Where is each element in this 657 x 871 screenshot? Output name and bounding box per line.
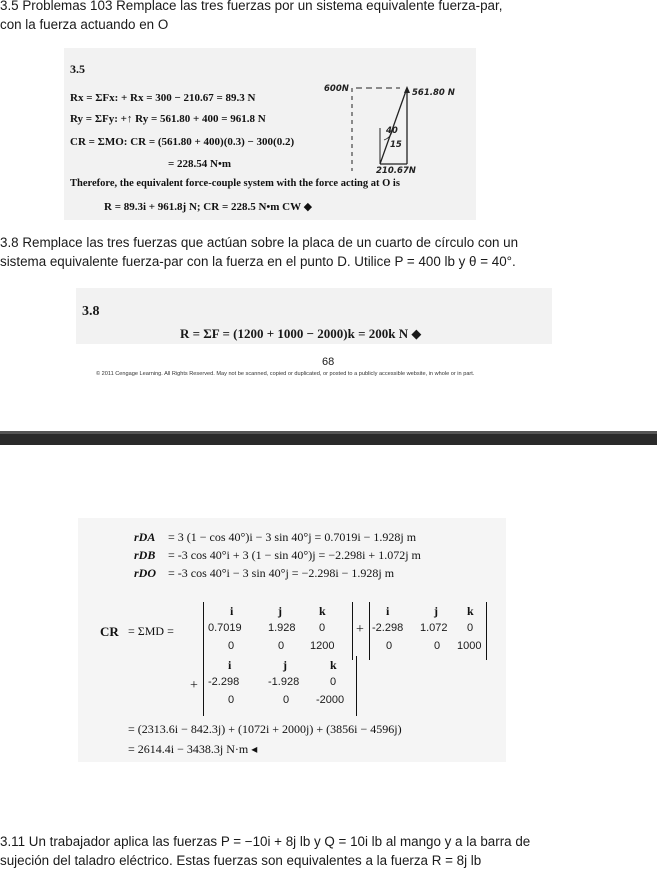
- problem-3-11-text: [0, 832, 650, 870]
- d2-r2c1: 0: [386, 640, 393, 652]
- d3-r1c2: -1.928: [268, 676, 300, 688]
- problem-3-8-line2: sistema equivalente fuerza-par con la fuerza en el punto D. Utilice P = 400 lb y θ = 40°.: [0, 254, 516, 269]
- d3-r2c3: -2000: [316, 694, 345, 706]
- label-561-80n: 561.80 N: [412, 88, 455, 98]
- d1-j: j: [278, 604, 282, 618]
- solution-3-5-eq4: = 228.54 N•m: [168, 158, 231, 170]
- solution-3-5-eq2: Ry = ΣFy: +↑ Ry = 561.80 + 400 = 961.8 N: [70, 113, 266, 125]
- d1-r1c2: 1.928: [268, 622, 296, 634]
- d3-r2c1: 0: [228, 694, 235, 706]
- d1-r2c1: 0: [228, 640, 235, 652]
- d1-k: k: [319, 604, 326, 618]
- solution-3-8-box: [76, 288, 552, 344]
- solution-3-5-eq1: Rx = ΣFx: + Rx = 300 − 210.67 = 89.3 N: [70, 92, 256, 104]
- cr-equals: = ΣMD =: [128, 624, 174, 638]
- rdo-value: = -3 cos 40°i − 3 sin 40°j = −2.298i − 1.928j m: [168, 566, 395, 580]
- copyright-notice: © 2011 Cengage Learning. All Rights Reserved. May not be scanned, copied or duplicated, or posted to a publicly accessible website, in whole or in part.: [96, 371, 475, 377]
- label-210-67n: 210.67N: [376, 166, 416, 176]
- label-40: 40: [386, 126, 398, 136]
- problem-3-11-line1: 3.11 Un trabajador aplica las fuerzas P = −10i + 8j lb y Q = 10i lb al mango y a la barra de: [0, 834, 531, 849]
- label-15: 15: [390, 140, 402, 150]
- rda-value: = 3 (1 − cos 40°)i − 3 sin 40°j = 0.7019i − 1.928j m: [168, 530, 417, 544]
- page-number: 68: [322, 356, 335, 368]
- d1-r1c3: 0: [319, 622, 326, 634]
- d1-r2c2: 0: [278, 640, 285, 652]
- problem-3-8-line1: 3.8 Remplace las tres fuerzas que actúan sobre la placa de un cuarto de círculo con un: [0, 235, 519, 250]
- rdo-label: rDO: [134, 566, 157, 580]
- problem-3-5-text: [0, 0, 650, 34]
- problem-3-5-line2: con la fuerza actuando en O: [0, 17, 169, 32]
- d2-r2c2: 0: [434, 640, 441, 652]
- d2-r1c1: -2.298: [372, 622, 404, 634]
- d3-k: k: [330, 658, 337, 672]
- plus-2: +: [190, 678, 198, 693]
- d3-j: j: [283, 658, 287, 672]
- d1-i: i: [230, 604, 234, 618]
- solution-3-8-equation: R = ΣF = (1200 + 1000 − 2000)k = 200k N ◆: [180, 326, 422, 341]
- solution-3-5-box: [64, 48, 476, 220]
- problem-3-5-line1: 3.5 Problemas 103 Remplace las tres fuerzas por un sistema equivalente fuerza-par,: [0, 0, 503, 13]
- d2-r1c3: 0: [467, 622, 474, 634]
- solution-3-5-result: R = 89.3i + 961.8j N; CR = 228.5 N•m CW ◆: [104, 201, 313, 213]
- problem-3-8-text: [0, 233, 650, 271]
- moment-result: = 2614.4i − 3438.3j N·m ◂: [128, 742, 258, 756]
- solution-3-8-number: 3.8: [82, 304, 100, 319]
- rdb-value: = -3 cos 40°i + 3 (1 − sin 40°)j = −2.298i + 1.072j m: [168, 548, 421, 562]
- solution-3-5-therefore: Therefore, the equivalent force-couple system with the force acting at O is: [70, 178, 400, 189]
- solution-3-8-moment-box: [78, 518, 506, 762]
- d3-r1c1: -2.298: [208, 676, 240, 688]
- cr-label: CR: [100, 624, 119, 639]
- rdb-label: rDB: [134, 548, 156, 562]
- d2-j: j: [434, 604, 438, 618]
- solution-3-5-eq3: CR = ΣMO: CR = (561.80 + 400)(0.3) − 300(0.2): [70, 136, 295, 148]
- label-600n: 600N: [324, 84, 349, 94]
- d3-i: i: [228, 658, 232, 672]
- d1-r1c1: 0.7019: [208, 622, 242, 634]
- d3-r2c2: 0: [283, 694, 290, 706]
- problem-3-11-line2: sujeción del taladro eléctrico. Estas fuerzas son equivalentes a la fuerza R = 8j lb: [0, 853, 482, 868]
- d2-k: k: [467, 604, 474, 618]
- moment-sum: = (2313.6i − 842.3j) + (1072i + 2000j) + (3856i − 4596j): [128, 722, 402, 736]
- page-separator: [0, 431, 657, 445]
- plus-1: +: [356, 622, 364, 637]
- d2-r1c2: 1.072: [420, 622, 448, 634]
- d2-r2c3: 1000: [457, 640, 482, 652]
- d3-r1c3: 0: [330, 676, 337, 688]
- rda-label: rDA: [134, 530, 156, 544]
- d2-i: i: [386, 604, 390, 618]
- d1-r2c3: 1200: [310, 640, 335, 652]
- solution-3-5-number: 3.5: [70, 62, 85, 76]
